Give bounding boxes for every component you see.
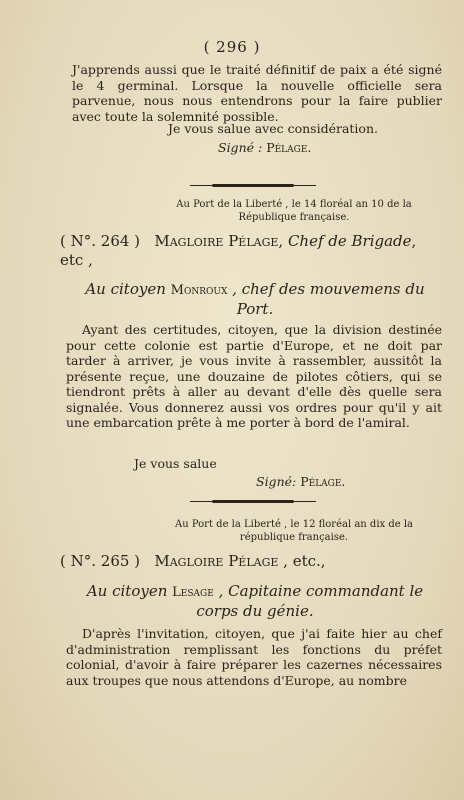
letter-264-signed-name: Pélage. bbox=[300, 474, 346, 489]
letter-264-address bbox=[76, 280, 434, 318]
intro-section bbox=[72, 62, 442, 124]
letter-264-sender: Magloire Pélage, bbox=[154, 232, 284, 250]
intro-signed-name: Pélage. bbox=[266, 140, 312, 155]
letter-264-closing-block bbox=[134, 456, 442, 471]
page-number: ( 296 ) bbox=[203, 38, 261, 56]
letter-264-addressee-title: , chef des mouvemens du Port. bbox=[232, 280, 425, 318]
letter-265-heading bbox=[60, 552, 442, 571]
intro-closing: Je vous salue avec considération. bbox=[168, 121, 378, 136]
letter-264-address-prefix: Au citoyen bbox=[85, 280, 166, 298]
letter-265-dateline-block bbox=[150, 518, 438, 544]
letter-265-number: ( N°. 265 ) bbox=[60, 552, 141, 570]
letter-265-addressee-title: , Capitaine commandant le corps du génie. bbox=[196, 582, 424, 620]
letter-265-body bbox=[66, 626, 442, 688]
letter-264-paragraph: Ayant des certitudes, citoyen, que la division destinée pour cette colonie est partie d'Europe, et ne doit par tarder à arriver, je vous invite à rassembler, aussitôt la présente reçue, une douzaine de pilotes côtiers, qui se tiendront prêts à aller au devant d'elle dès quelle sera signalée. Vous donnerez aussi vos ordres pour qu'il y ait une embarcation prête à me porter à bord de l'amiral. bbox=[66, 322, 442, 430]
letter-265-address-prefix: Au citoyen bbox=[86, 582, 168, 600]
intro-paragraph: J'apprends aussi que le traité définitif de paix a été signé le 4 germinal. Lorsque la nouvelle officielle sera parvenue, nous nous entendrons pour la faire publier avec toute la solemnité possible. bbox=[72, 62, 442, 124]
letter-264-dateline-block bbox=[150, 198, 438, 224]
letter-264-sender-etc: , etc , bbox=[60, 232, 417, 269]
letter-264-dateline: Au Port de la Liberté , le 14 floréal an 10 de la République française. bbox=[176, 199, 412, 223]
letter-264-body bbox=[66, 322, 442, 431]
section-divider-2 bbox=[212, 500, 294, 503]
letter-264-signed-label: Signé: bbox=[256, 474, 297, 489]
letter-265-sender: Magloire Pélage , bbox=[154, 552, 288, 570]
letter-264-number: ( N°. 264 ) bbox=[60, 232, 141, 250]
letter-264-addressee: Monroux bbox=[170, 283, 228, 298]
intro-closing-block bbox=[168, 121, 442, 136]
letter-265-sender-etc: etc., bbox=[292, 552, 326, 570]
letter-264-sender-title: Chef de Brigade bbox=[287, 232, 412, 250]
letter-265-dateline: Au Port de la Liberté , le 12 floréal an dix de la république française. bbox=[175, 519, 413, 543]
letter-265-addressee: Lesage bbox=[172, 585, 214, 600]
letter-264-signature bbox=[256, 474, 442, 489]
letter-265-address bbox=[76, 582, 434, 620]
intro-signed-label: Signé : bbox=[218, 140, 263, 155]
intro-signature bbox=[218, 140, 442, 155]
letter-265-paragraph: D'après l'invitation, citoyen, que j'ai faite hier au chef d'administration remplissant les fonctions du préfet colonial, d'avoir à faire préparer les cazernes nécessaires aux troupes que nous attendons d'Europe, au nombre bbox=[66, 626, 442, 688]
letter-264-closing: Je vous salue bbox=[134, 456, 217, 471]
section-divider bbox=[212, 184, 294, 187]
letter-264-heading bbox=[60, 232, 442, 270]
